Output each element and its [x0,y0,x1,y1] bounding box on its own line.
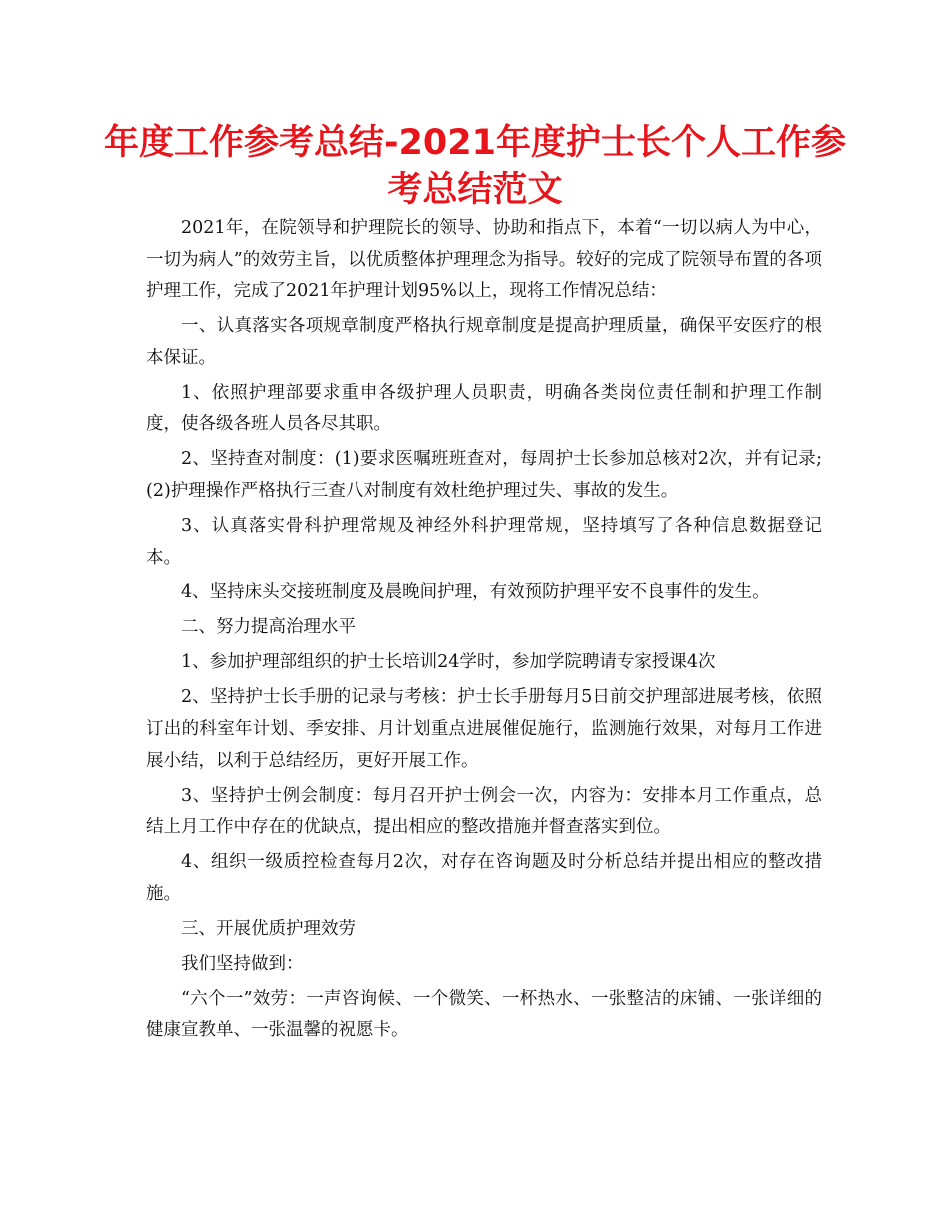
document-body [146,213,822,1050]
paragraph-3-intro: 我们坚持做到： [181,953,304,974]
paragraph-1-2: 2、坚持查对制度：(1)要求医嘱班班查对，每周护士长参加总核对2次，并有记录;(2)护理操作严格执行三查八对制度有效杜绝护理过失、事故的发生。 [146,449,822,501]
section-heading-3: 三、开展优质护理效劳 [181,918,356,939]
paragraph-1-4: 4、坚持床头交接班制度及晨晚间护理，有效预防护理平安不良事件的发生。 [181,582,770,603]
paragraph-3-1: “六个一”效劳：一声咨询候、一个微笑、一杯热水、一张整洁的床铺、一张详细的健康宣教单、一张温馨的祝愿卡。 [146,988,822,1041]
paragraph-1-1: 1、依照护理部要求重申各级护理人员职责，明确各类岗位责任制和护理工作制度，使各级各班人员各尽其职。 [146,382,822,435]
document-title: 年度工作参考总结-2021年度护士长个人工作参考总结范文 [104,123,846,210]
section-heading-1: 一、认真落实各项规章制度严格执行规章制度是提高护理质量，确保平安医疗的根本保证。 [146,316,822,368]
section-heading-2: 二、努力提高治理水平 [181,617,356,638]
paragraph-1-3: 3、认真落实骨科护理常规及神经外科护理常规，坚持填写了各种信息数据登记本。 [146,515,822,568]
paragraph-2-3: 3、坚持护士例会制度：每月召开护士例会一次，内容为：安排本月工作重点，总结上月工作中存在的优缺点，提出相应的整改措施并督查落实到位。 [146,785,822,838]
paragraph-2-4: 4、组织一级质控检查每月2次，对存在咨询题及时分析总结并提出相应的整改措施。 [146,852,822,904]
paragraph-2-2: 2、坚持护士长手册的记录与考核：护士长手册每月5日前交护理部进展考核，依照订出的科室年计划、季安排、月计划重点进展催促施行，监测施行效果，对每月工作进展小结，以利于总结经历，更好开展工作。 [146,687,822,771]
paragraph-2-1: 1、参加护理部组织的护士长培训24学时，参加学院聘请专家授课4次 [181,652,716,673]
paragraph-intro: 2021年，在院领导和护理院长的领导、协助和指点下，本着“一切以病人为中心，一切为病人”的效劳主旨，以优质整体护理理念为指导。较好的完成了院领导布置的各项护理工作，完成了2021年护理计划95%以上，现将工作情况总结： [146,218,822,302]
